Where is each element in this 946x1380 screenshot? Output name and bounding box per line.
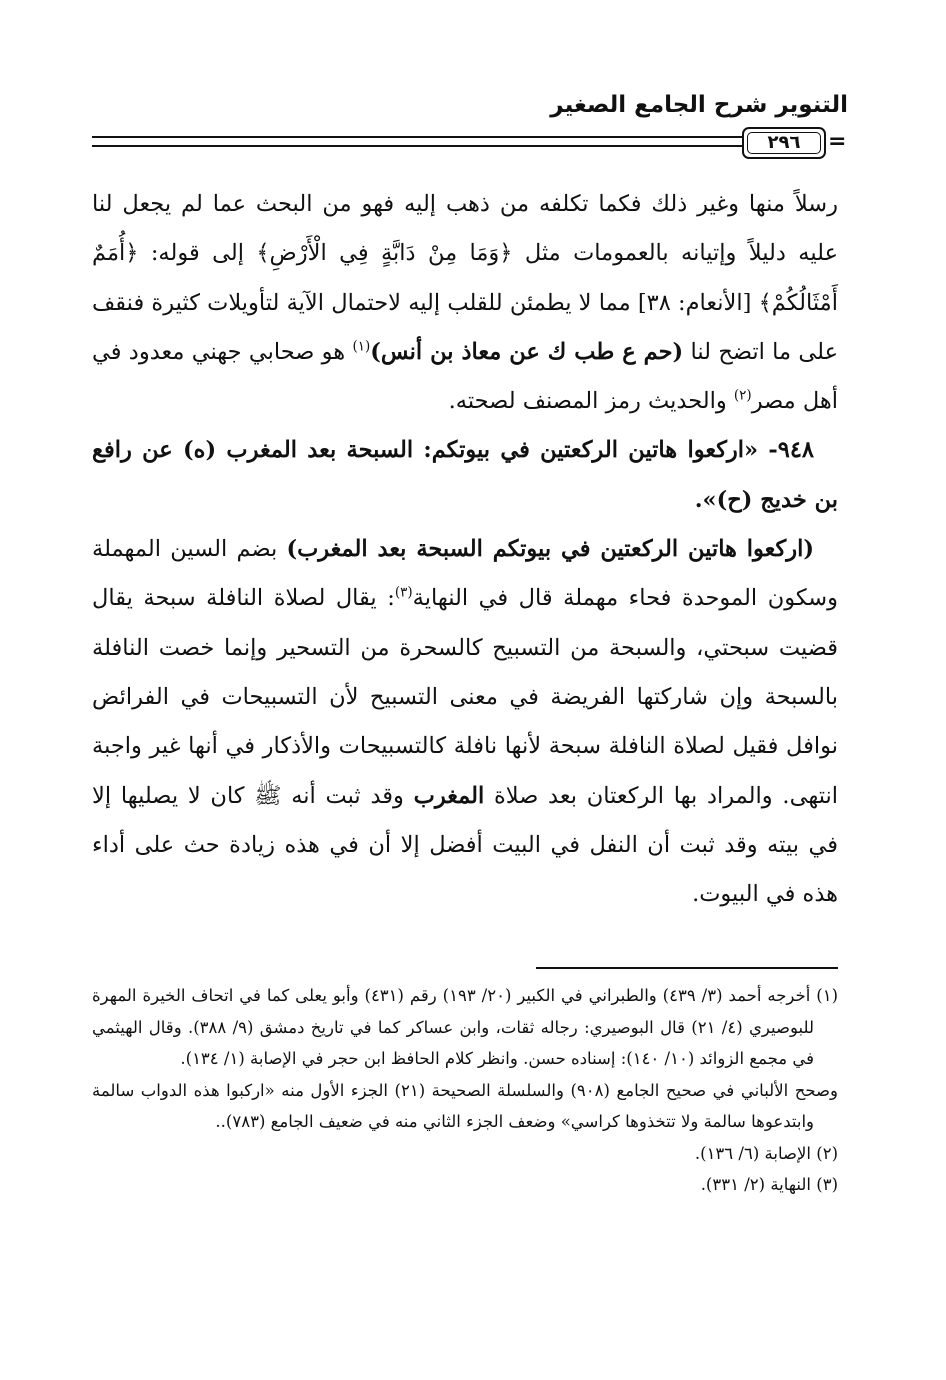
footnote-ref-3: (٣) (394, 584, 413, 601)
text-run: وقد ثبت أنه ﷺ كان لا يصليها إلا في بيته وقد ثبت أن النفل في البيت أفضل إلا أن في هذه زيادة حث على أداء هذه في البيوت. (92, 782, 838, 908)
main-text (92, 180, 838, 919)
hadith-quote-bold: (اركعوا هاتين الركعتين في بيوتكم السبحة بعد المغرب) (286, 536, 814, 563)
footnote-2: (٢) الإصابة (٦/ ١٣٦). (694, 1143, 838, 1163)
text-run: رسلاً منها وغير ذلك فكما تكلفه من ذهب إليه فهو من البحث عما لم يجعل لنا عليه دليلاً وإتيانه بالعمومات مثل ﴿وَمَا مِنْ دَابَّةٍ فِي الْأَرْضِ﴾ إلى قوله: ﴿أُمَمٌ أَمْثَالُكُمْ﴾ [الأنعام: ٣٨] مما لا يطمئن للقلب إليه لاحتمال الآية لتأويلات كثيرة فنقف على ما اتضح لنا (92, 191, 839, 365)
text-run: هو صحابي جهني معدود في أهل مصر (92, 338, 838, 415)
hadith-948: ٩٤٨- «اركعوا هاتين الركعتين في بيوتكم: السبحة بعد المغرب (ه) عن رافع بن خديج (ح)». (92, 437, 838, 513)
footnote-ref-2: (٢) (733, 387, 752, 404)
paragraph-commentary-1 (92, 180, 838, 426)
page-number: ٢٩٦ (742, 127, 826, 159)
footnote-3: (٣) النهاية (٢/ ٣٣١). (700, 1175, 838, 1194)
header-rule-bottom (92, 145, 744, 147)
text-run: والحديث رمز المصنف لصحته. (448, 388, 734, 415)
footnote-separator (536, 967, 838, 969)
header-edge-mark: = (828, 129, 847, 154)
paragraph-commentary-2 (92, 525, 838, 919)
footnotes (92, 980, 838, 1201)
footnote-1-continued: وصحح الألباني في صحيح الجامع (٩٠٨) والسلسلة الصحيحة (٢١) الجزء الأول منه «اركبوا هذه الدواب سالمة وابتدعوها سالمة ولا تتخذوها كراسي» وضعف الجزء الثاني منه في ضعيف الجامع (٧٨٣).. (92, 1080, 838, 1131)
bold-word-maghrib: المغرب (413, 782, 485, 809)
header-rule-top (92, 136, 744, 138)
running-header-title: التنوير شرح الجامع الصغير (550, 92, 848, 118)
text-run: : يقال لصلاة النافلة سبحة يقال قضيت سبحتي، والسبحة من التسبيح كالسحرة من التسحير وإنما خصت النافلة بالسبحة وإن شاركتها الفريضة في معنى التسبيح لأن التسبيحات في الفرائض نوافل فقيل لصلاة النافلة سبحة لأنها نافلة كالتسبيحات والأذكار في أنها غير واجبة انتهى. والمراد بها الركعتان بعد صلاة (92, 585, 838, 809)
hadith-source-bold: (حم ع طب ك عن معاذ بن أنس) (370, 338, 684, 365)
footnote-ref-1: (١) (352, 338, 371, 355)
footnote-1: (١) أخرجه أحمد (٣/ ٤٣٩) والطبراني في الكبير (٢٠/ ١٩٣) رقم (٤٣١) وأبو يعلى كما في اتحاف الخيرة المهرة للبوصيري (٤/ ٢١) قال البوصيري: رجاله ثقات، وابن عساكر كما في تاريخ دمشق (٩/ ٣٨٨). وقال الهيثمي في مجمع الزوائد (١٠/ ١٤٠): إسناده حسن. وانظر كلام الحافظ ابن حجر في الإصابة (١/ ١٣٤). (92, 986, 839, 1068)
text-run: بضم السين المهملة وسكون الموحدة فحاء مهملة قال في النهاية (92, 536, 838, 612)
